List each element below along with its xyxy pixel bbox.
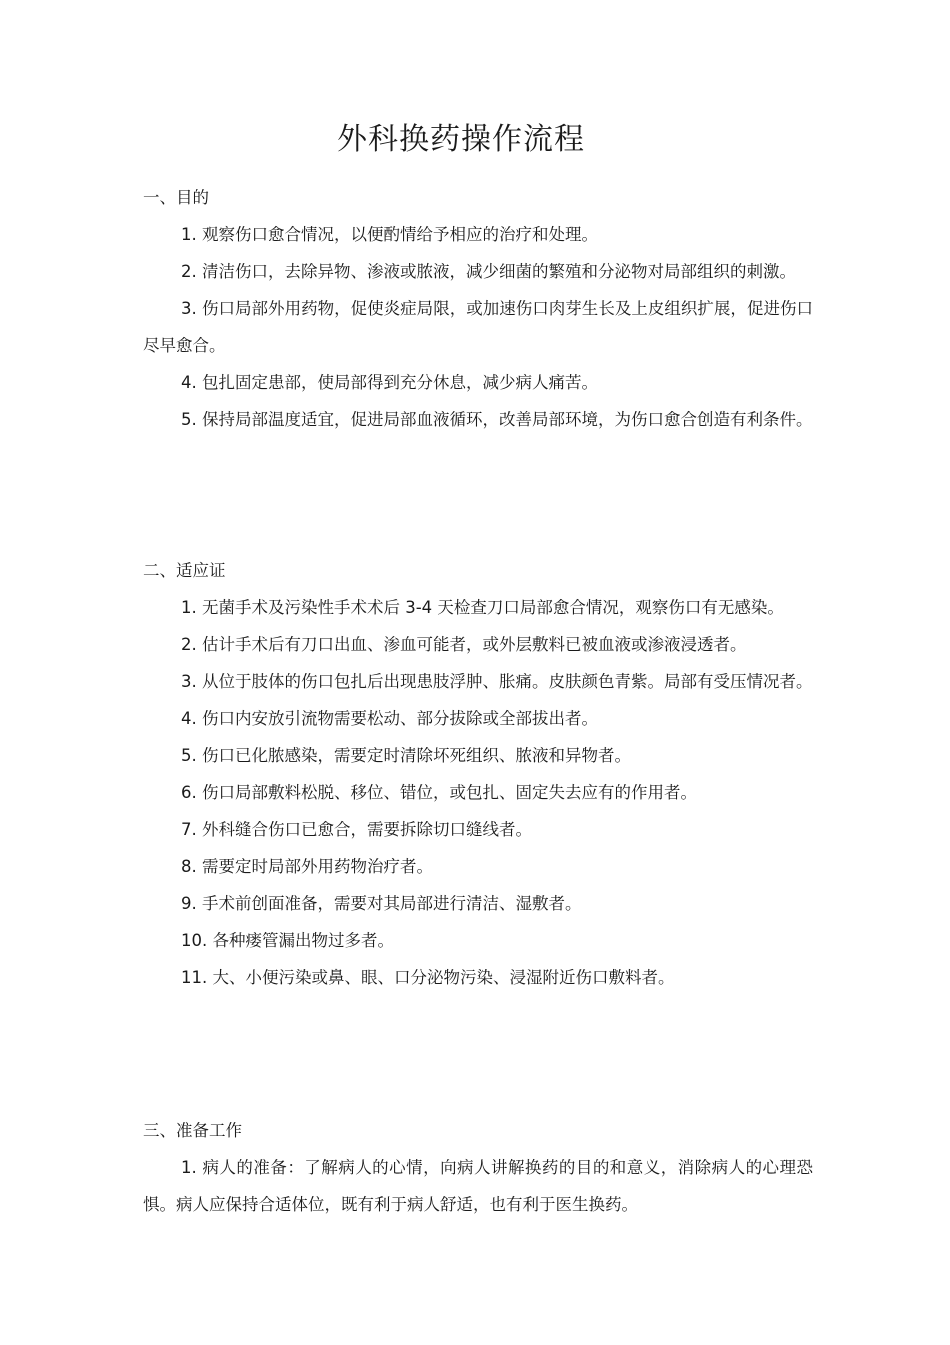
paragraph: 5. 保持局部温度适宜，促进局部血液循环，改善局部环境，为伤口愈合创造有利条件。	[181, 410, 813, 429]
paragraph: 2. 估计手术后有刀口出血、渗血可能者，或外层敷料已被血液或渗液浸透者。	[181, 635, 747, 654]
paragraph: 10. 各种瘘管漏出物过多者。	[181, 931, 394, 950]
section-indications	[143, 552, 813, 996]
paragraph: 2. 清洁伤口，去除异物、渗液或脓液，减少细菌的繁殖和分泌物对局部组织的刺激。	[181, 262, 796, 281]
section-heading: 一、目的	[143, 188, 209, 207]
paragraph: 4. 伤口内安放引流物需要松动、部分拔除或全部拔出者。	[181, 709, 598, 728]
paragraph: 3. 伤口局部外用药物，促使炎症局限，或加速伤口肉芽生长及上皮组织扩展，促进伤口尽早愈合。	[143, 299, 813, 355]
paragraph: 11. 大、小便污染或鼻、眼、口分泌物污染、浸湿附近伤口敷料者。	[181, 968, 675, 987]
paragraph: 1. 无菌手术及污染性手术术后 3-4 天检查刀口局部愈合情况，观察伤口有无感染。	[181, 598, 784, 617]
section-purpose	[143, 179, 813, 438]
paragraph: 6. 伤口局部敷料松脱、移位、错位，或包扎、固定失去应有的作用者。	[181, 783, 697, 802]
section-heading: 三、准备工作	[143, 1121, 242, 1140]
section-heading: 二、适应证	[143, 561, 226, 580]
paragraph: 9. 手术前创面准备，需要对其局部进行清洁、湿敷者。	[181, 894, 582, 913]
paragraph: 4. 包扎固定患部，使局部得到充分休息，减少病人痛苦。	[181, 373, 598, 392]
paragraph: 3. 从位于肢体的伤口包扎后出现患肢浮肿、胀痛。皮肤颜色青紫。局部有受压情况者。	[181, 672, 813, 691]
document-title: 外科换药操作流程	[337, 122, 585, 157]
paragraph: 5. 伤口已化脓感染，需要定时清除坏死组织、脓液和异物者。	[181, 746, 631, 765]
paragraph: 8. 需要定时局部外用药物治疗者。	[181, 857, 433, 876]
paragraph: 1. 病人的准备：了解病人的心情，向病人讲解换药的目的和意义，消除病人的心理恐惧。病人应保持合适体位，既有利于病人舒适，也有利于医生换药。	[143, 1158, 813, 1214]
paragraph: 7. 外科缝合伤口已愈合，需要拆除切口缝线者。	[181, 820, 532, 839]
section-preparation	[143, 1112, 813, 1223]
paragraph: 1. 观察伤口愈合情况，以便酌情给予相应的治疗和处理。	[181, 225, 598, 244]
